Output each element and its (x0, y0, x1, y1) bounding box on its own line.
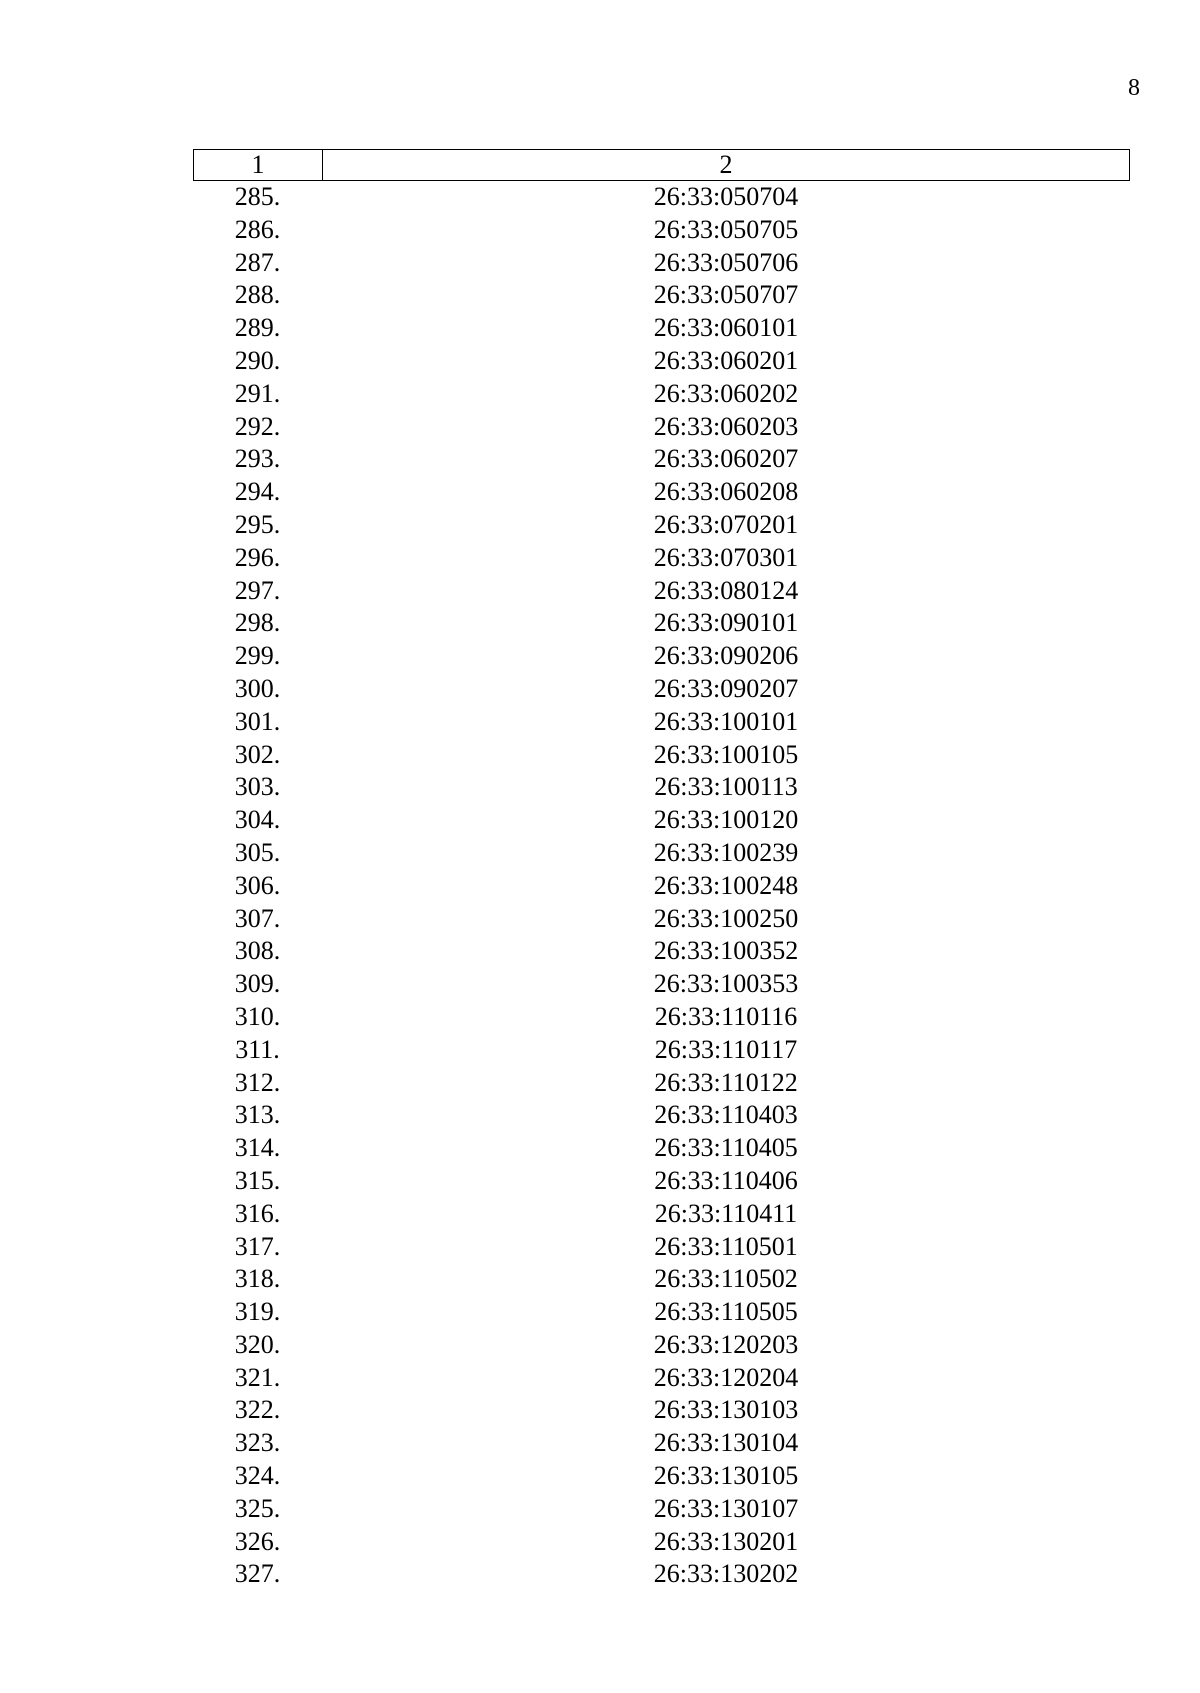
table-row (193, 214, 1130, 247)
row-number: 286. (234, 214, 281, 244)
cadastral-code: 26:33:090101 (653, 608, 799, 638)
row-number: 285. (234, 182, 281, 211)
cadastral-code: 26:33:130202 (653, 1559, 799, 1589)
row-number: 302. (234, 739, 281, 769)
table-row (193, 279, 1130, 312)
row-number: 327. (234, 1559, 281, 1589)
table-row (193, 1460, 1130, 1493)
table-row (193, 1526, 1130, 1559)
cadastral-code: 26:33:080124 (653, 575, 799, 605)
column-header-1: 1 (194, 150, 323, 180)
row-number: 308. (234, 936, 281, 966)
row-number: 323. (234, 1428, 281, 1458)
row-number: 305. (234, 837, 281, 867)
row-number: 315. (234, 1165, 281, 1195)
row-number: 322. (234, 1395, 281, 1425)
row-number: 321. (234, 1362, 281, 1392)
row-number: 318. (234, 1264, 281, 1294)
table-row (193, 968, 1130, 1001)
cadastral-code: 26:33:070301 (653, 542, 799, 572)
row-number: 303. (234, 772, 281, 802)
row-number: 320. (234, 1329, 281, 1359)
table-row (193, 411, 1130, 444)
cadastral-code: 26:33:120203 (653, 1329, 799, 1359)
table-row (193, 312, 1130, 345)
cadastral-code: 26:33:110116 (654, 1001, 798, 1031)
row-number: 287. (234, 247, 281, 277)
table-row (193, 1263, 1130, 1296)
table-row (193, 575, 1130, 608)
table-row (193, 476, 1130, 509)
row-number: 299. (234, 641, 281, 671)
table-row (193, 1001, 1130, 1034)
column-header-2: 2 (719, 150, 733, 179)
table-row (193, 1198, 1130, 1231)
table-header-row (193, 149, 1130, 181)
cadastral-code: 26:33:050706 (653, 247, 799, 277)
row-number: 293. (234, 444, 281, 474)
cadastral-code: 26:33:100120 (653, 805, 799, 835)
cadastral-code: 26:33:110117 (654, 1034, 798, 1064)
table-row (193, 804, 1130, 837)
cadastral-code: 26:33:130103 (653, 1395, 799, 1425)
cadastral-code: 26:33:100239 (653, 837, 799, 867)
table-row (193, 1427, 1130, 1460)
table-row (193, 1231, 1130, 1264)
table-row (193, 1067, 1130, 1100)
row-number: 295. (234, 509, 281, 539)
row-number: 324. (234, 1461, 281, 1491)
cadastral-code: 26:33:100250 (653, 903, 799, 933)
row-number: 316. (234, 1198, 281, 1228)
row-number: 301. (234, 706, 281, 736)
cadastral-code: 26:33:090206 (653, 641, 799, 671)
table-row (193, 903, 1130, 936)
row-number: 292. (234, 411, 281, 441)
row-number: 317. (234, 1231, 281, 1261)
table-row (193, 247, 1130, 280)
row-number: 294. (234, 477, 281, 507)
cadastral-code: 26:33:110405 (654, 1133, 798, 1163)
table-row (193, 345, 1130, 378)
row-number: 307. (234, 903, 281, 933)
row-number: 309. (234, 969, 281, 999)
cadastral-code: 26:33:100248 (653, 870, 799, 900)
table-row (193, 1362, 1130, 1395)
row-number: 306. (234, 870, 281, 900)
cadastral-code: 26:33:110501 (654, 1231, 798, 1261)
table-row (193, 706, 1130, 739)
cadastral-code: 26:33:110502 (654, 1264, 798, 1294)
cadastral-code: 26:33:050707 (653, 280, 799, 310)
cadastral-code: 26:33:060207 (653, 444, 799, 474)
cadastral-code: 26:33:130201 (653, 1526, 799, 1556)
cadastral-code: 26:33:110122 (654, 1067, 798, 1097)
row-number: 290. (234, 345, 281, 375)
cadastral-code: 26:33:060203 (653, 411, 799, 441)
cadastral-code: 26:33:090207 (653, 673, 799, 703)
row-number: 296. (234, 542, 281, 572)
table-row (193, 1165, 1130, 1198)
table-row (193, 509, 1130, 542)
row-number: 314. (234, 1133, 281, 1163)
cadastral-code: 26:33:060208 (653, 477, 799, 507)
table-row (193, 443, 1130, 476)
cadastral-code: 26:33:120204 (653, 1362, 799, 1392)
page-number: 8 (1128, 75, 1140, 101)
cadastral-code: 26:33:130107 (653, 1493, 799, 1523)
cadastral-code: 26:33:050705 (653, 214, 799, 244)
table-row (193, 640, 1130, 673)
table-row (193, 837, 1130, 870)
cadastral-code: 26:33:070201 (653, 509, 799, 539)
row-number: 312. (234, 1067, 281, 1097)
table-row (193, 673, 1130, 706)
table-body (193, 181, 1130, 1591)
table-row (193, 1296, 1130, 1329)
row-number: 288. (234, 280, 281, 310)
cadastral-code: 26:33:100352 (653, 936, 799, 966)
row-number: 297. (234, 575, 281, 605)
row-number: 310. (234, 1001, 281, 1031)
cadastral-code: 26:33:060202 (653, 378, 799, 408)
cadastral-code: 26:33:100353 (653, 969, 799, 999)
cadastral-code: 26:33:050704 (653, 182, 799, 211)
table-row (193, 1394, 1130, 1427)
cadastral-code: 26:33:100105 (653, 739, 799, 769)
table-row (193, 1493, 1130, 1526)
cadastral-code: 26:33:110406 (654, 1165, 798, 1195)
table-row (193, 1132, 1130, 1165)
cadastral-code: 26:33:110411 (654, 1198, 798, 1228)
table-row (193, 739, 1130, 772)
row-number: 304. (234, 805, 281, 835)
row-number: 291. (234, 378, 281, 408)
table-row (193, 1099, 1130, 1132)
row-number: 313. (234, 1100, 281, 1130)
cadastral-code: 26:33:060201 (653, 345, 799, 375)
table-row (193, 607, 1130, 640)
row-number: 325. (234, 1493, 281, 1523)
cadastral-code: 26:33:060101 (653, 313, 799, 343)
row-number: 319. (234, 1297, 281, 1327)
cadastral-code: 26:33:130105 (653, 1461, 799, 1491)
row-number: 326. (234, 1526, 281, 1556)
cadastral-table (193, 149, 1130, 1591)
cadastral-code: 26:33:100101 (653, 706, 799, 736)
table-row (193, 1558, 1130, 1591)
table-row (193, 870, 1130, 903)
row-number: 298. (234, 608, 281, 638)
cadastral-code: 26:33:110403 (654, 1100, 798, 1130)
cadastral-code: 26:33:110505 (654, 1297, 798, 1327)
row-number: 311. (235, 1034, 280, 1064)
row-number: 289. (234, 313, 281, 343)
table-row (193, 1034, 1130, 1067)
table-row (193, 181, 1130, 214)
table-row (193, 542, 1130, 575)
table-row (193, 1329, 1130, 1362)
table-row (193, 378, 1130, 411)
table-row (193, 771, 1130, 804)
table-row (193, 935, 1130, 968)
cadastral-code: 26:33:100113 (654, 772, 798, 802)
row-number: 300. (234, 673, 281, 703)
cadastral-code: 26:33:130104 (653, 1428, 799, 1458)
